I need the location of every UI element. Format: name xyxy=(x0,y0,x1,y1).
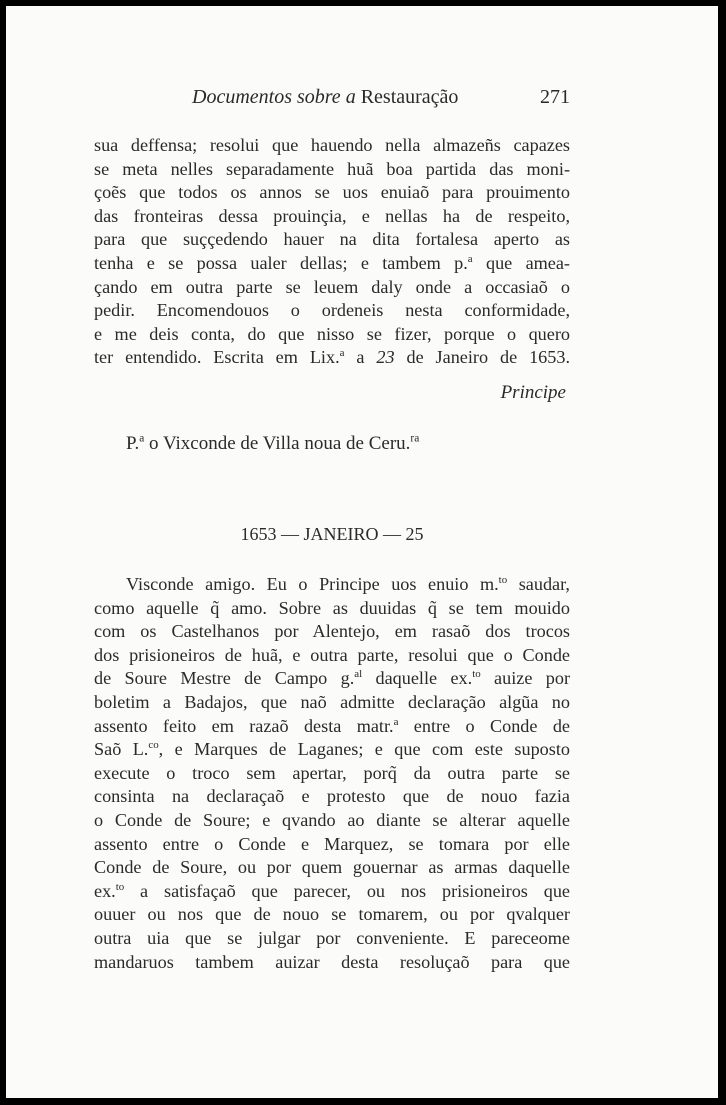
text-line: tenha e se possa ualer dellas; e tambem p.$^a$ que amea- xyxy=(94,252,570,273)
letter-2-body xyxy=(94,573,570,974)
signature: Principe xyxy=(500,382,566,403)
document-page xyxy=(6,6,718,1098)
text-line: assento entre o Conde e Marquez, se tomara por elle xyxy=(94,833,570,854)
text-line: com os Castelhanos por Alentejo, em rasaõ dos trocos xyxy=(94,621,570,642)
text-line: ter entendido. Escrita em Lix.$^a$ a 23 de Janeiro de 1653. xyxy=(94,347,570,368)
text-line: Saõ L.$^{co}$, e Marques de Laganes; e que com este suposto xyxy=(94,739,570,760)
text-line: çoẽs que todos os annos se uos enuiaõ para prouimento xyxy=(94,182,570,203)
header-title: Documentos sobre a Restauração xyxy=(192,86,459,108)
text-line: execute o troco sem apertar, porq̃ da outra parte se xyxy=(94,762,570,783)
page-number: 271 xyxy=(540,86,570,108)
text-line: Visconde amigo. Eu o Principe uos enuio m.$^{to}$ saudar, xyxy=(126,573,570,594)
text-line: ex.$^{to}$ a satisfaçaõ que parecer, ou nos prisioneiros que xyxy=(94,880,570,901)
text-line: de Soure Mestre de Campo g.$^{al}$ daquelle ex.$^{to}$ auize por xyxy=(94,668,571,689)
date-heading: 1653 — JANEIRO — 25 xyxy=(240,524,424,544)
text-line: sua deffensa; resolui que hauendo nella almazeñs capazes xyxy=(94,135,570,155)
letter-address: P.$^a$ o Vixconde de Villa noua de Ceru.$^{ra}$ xyxy=(126,432,420,454)
text-line: assento feito em razaõ desta matr.$^a$ entre o Conde de xyxy=(94,715,571,736)
text-line: ouuer ou nos que de nouo se tomarem, ou por qvalquer xyxy=(94,904,570,925)
text-line: consinta na declaraçaõ e protesto que de nouo fazia xyxy=(94,786,570,807)
text-line: para que suççedendo hauer na dita fortalesa aperto as xyxy=(94,229,570,250)
text-line: das fronteiras dessa prouinçia, e nellas ha de respeito, xyxy=(94,205,570,226)
text-line: como aquelle q̃ amo. Sobre as duuidas q̃ se tem mouido xyxy=(94,597,570,618)
text-line: o Conde de Soure; e qvando ao diante se alterar aquelle xyxy=(94,809,570,830)
letter-1-body xyxy=(94,134,570,370)
text-line: çando em outra parte se leuem daly onde a occasiaõ o xyxy=(94,276,570,297)
text-line: boletim a Badajos, que naõ admitte declaração algũa no xyxy=(94,691,570,712)
text-line: outra uia que se julgar por conveniente. E pareceome xyxy=(94,927,570,948)
text-line: se meta nelles separadamente huã boa partida das moni- xyxy=(94,158,570,179)
running-header xyxy=(192,86,570,109)
text-line: dos prisioneiros de huã, e outra parte, resolui que o Conde xyxy=(94,644,570,665)
text-line: Conde de Soure, ou por quem gouernar as armas daquelle xyxy=(94,857,570,878)
text-line: e me deis conta, do que nisso se fizer, porque o quero xyxy=(94,323,570,344)
text-line: mandaruos tambem auizar desta resoluçaõ para que xyxy=(94,951,570,972)
text-line: pedir. Encomendouos o ordeneis nesta conformidade, xyxy=(94,300,570,321)
